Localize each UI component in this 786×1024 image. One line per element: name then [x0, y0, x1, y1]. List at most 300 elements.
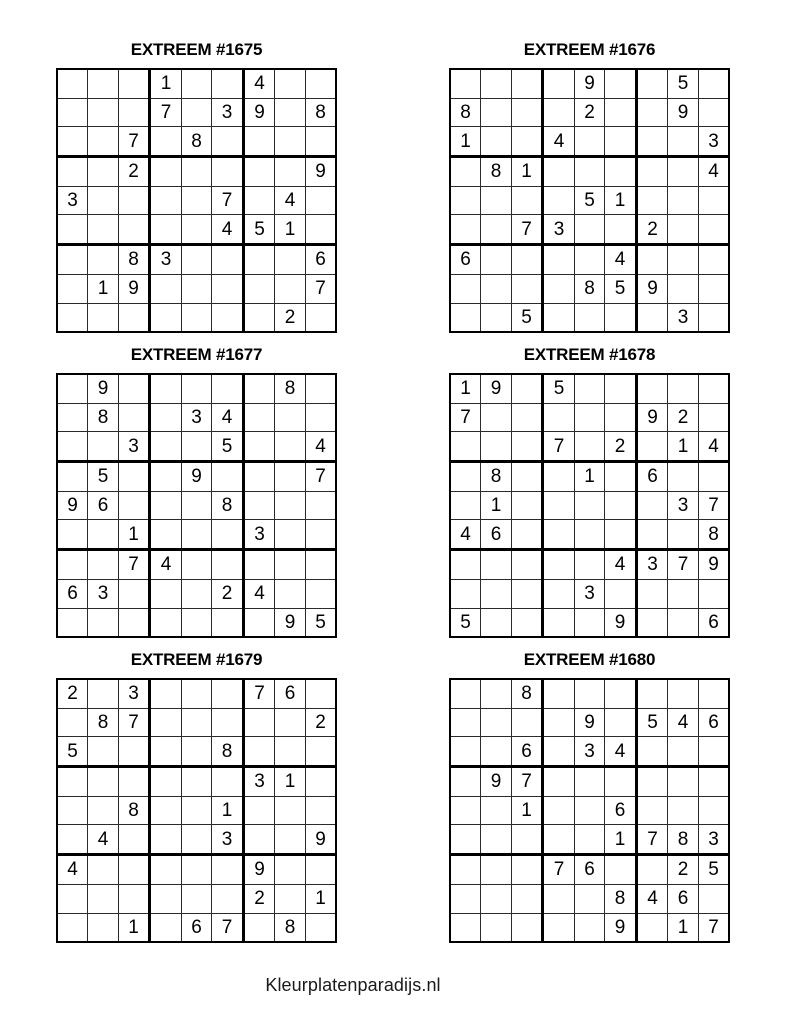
sudoku-cell-empty[interactable]: [605, 462, 637, 492]
sudoku-cell-empty[interactable]: [574, 303, 605, 332]
sudoku-cell-empty[interactable]: [574, 884, 605, 913]
sudoku-cell-empty[interactable]: [305, 215, 336, 245]
sudoku-cell-empty[interactable]: [305, 491, 336, 520]
sudoku-cell-empty[interactable]: [543, 884, 575, 913]
sudoku-cell-empty[interactable]: [305, 796, 336, 825]
sudoku-cell-empty[interactable]: [212, 303, 244, 332]
sudoku-cell-empty[interactable]: [57, 374, 88, 403]
sudoku-cell-empty[interactable]: [698, 796, 729, 825]
sudoku-cell-empty[interactable]: [150, 884, 182, 913]
sudoku-cell-empty[interactable]: [481, 737, 512, 767]
sudoku-cell-empty[interactable]: [305, 550, 336, 580]
sudoku-cell-given[interactable]: 8: [668, 825, 699, 855]
sudoku-cell-empty[interactable]: [243, 432, 275, 462]
sudoku-cell-empty[interactable]: [212, 127, 244, 157]
sudoku-cell-given[interactable]: 4: [698, 157, 729, 187]
sudoku-cell-empty[interactable]: [636, 855, 668, 885]
sudoku-cell-empty[interactable]: [57, 796, 88, 825]
sudoku-cell-empty[interactable]: [150, 825, 182, 855]
sudoku-cell-empty[interactable]: [481, 608, 512, 637]
sudoku-cell-empty[interactable]: [574, 157, 605, 187]
sudoku-cell-empty[interactable]: [181, 432, 212, 462]
sudoku-cell-empty[interactable]: [698, 737, 729, 767]
sudoku-cell-empty[interactable]: [481, 215, 512, 245]
sudoku-cell-empty[interactable]: [450, 462, 481, 492]
sudoku-cell-empty[interactable]: [88, 767, 119, 797]
sudoku-cell-empty[interactable]: [605, 767, 637, 797]
sudoku-cell-given[interactable]: 2: [118, 157, 150, 187]
sudoku-cell-empty[interactable]: [668, 520, 699, 550]
sudoku-cell-empty[interactable]: [574, 245, 605, 275]
sudoku-cell-empty[interactable]: [481, 884, 512, 913]
sudoku-cell-given[interactable]: 3: [574, 579, 605, 608]
sudoku-cell-empty[interactable]: [305, 127, 336, 157]
sudoku-cell-empty[interactable]: [57, 303, 88, 332]
sudoku-cell-empty[interactable]: [243, 374, 275, 403]
sudoku-cell-empty[interactable]: [243, 796, 275, 825]
sudoku-cell-empty[interactable]: [636, 245, 668, 275]
sudoku-cell-given[interactable]: 4: [605, 245, 637, 275]
sudoku-cell-empty[interactable]: [605, 98, 637, 127]
sudoku-cell-empty[interactable]: [605, 127, 637, 157]
sudoku-cell-empty[interactable]: [243, 186, 275, 215]
sudoku-cell-empty[interactable]: [511, 825, 543, 855]
sudoku-cell-empty[interactable]: [243, 825, 275, 855]
sudoku-cell-empty[interactable]: [212, 855, 244, 885]
sudoku-cell-empty[interactable]: [150, 186, 182, 215]
sudoku-grid[interactable]: [56, 373, 338, 638]
sudoku-cell-empty[interactable]: [118, 491, 150, 520]
sudoku-cell-given[interactable]: 1: [275, 215, 306, 245]
sudoku-cell-empty[interactable]: [543, 767, 575, 797]
sudoku-cell-empty[interactable]: [212, 274, 244, 303]
sudoku-cell-empty[interactable]: [605, 579, 637, 608]
sudoku-cell-empty[interactable]: [698, 462, 729, 492]
sudoku-cell-empty[interactable]: [150, 157, 182, 187]
sudoku-cell-empty[interactable]: [511, 884, 543, 913]
sudoku-cell-empty[interactable]: [181, 825, 212, 855]
sudoku-cell-empty[interactable]: [305, 520, 336, 550]
sudoku-cell-empty[interactable]: [543, 679, 575, 708]
sudoku-cell-given[interactable]: 7: [243, 679, 275, 708]
sudoku-cell-empty[interactable]: [305, 186, 336, 215]
sudoku-cell-empty[interactable]: [511, 550, 543, 580]
sudoku-cell-given[interactable]: 5: [243, 215, 275, 245]
sudoku-cell-empty[interactable]: [668, 245, 699, 275]
sudoku-cell-given[interactable]: 3: [57, 186, 88, 215]
sudoku-cell-empty[interactable]: [450, 550, 481, 580]
sudoku-cell-empty[interactable]: [57, 245, 88, 275]
sudoku-cell-empty[interactable]: [305, 855, 336, 885]
sudoku-cell-empty[interactable]: [243, 403, 275, 432]
sudoku-cell-given[interactable]: 2: [305, 708, 336, 737]
sudoku-cell-given[interactable]: 4: [275, 186, 306, 215]
sudoku-cell-given[interactable]: 5: [305, 608, 336, 637]
sudoku-cell-empty[interactable]: [450, 274, 481, 303]
sudoku-cell-empty[interactable]: [543, 608, 575, 637]
sudoku-cell-given[interactable]: 3: [698, 825, 729, 855]
sudoku-cell-empty[interactable]: [150, 374, 182, 403]
sudoku-cell-empty[interactable]: [275, 579, 306, 608]
sudoku-cell-empty[interactable]: [481, 796, 512, 825]
sudoku-cell-given[interactable]: 4: [212, 215, 244, 245]
sudoku-cell-empty[interactable]: [668, 608, 699, 637]
sudoku-cell-empty[interactable]: [212, 374, 244, 403]
sudoku-cell-empty[interactable]: [511, 579, 543, 608]
sudoku-cell-empty[interactable]: [57, 157, 88, 187]
sudoku-cell-given[interactable]: 3: [243, 520, 275, 550]
sudoku-cell-given[interactable]: 7: [543, 855, 575, 885]
sudoku-cell-given[interactable]: 5: [543, 374, 575, 403]
sudoku-cell-given[interactable]: 6: [57, 579, 88, 608]
sudoku-cell-empty[interactable]: [181, 69, 212, 98]
sudoku-cell-empty[interactable]: [481, 127, 512, 157]
sudoku-cell-empty[interactable]: [511, 403, 543, 432]
sudoku-cell-empty[interactable]: [574, 374, 605, 403]
sudoku-cell-empty[interactable]: [150, 679, 182, 708]
sudoku-cell-empty[interactable]: [543, 579, 575, 608]
sudoku-cell-empty[interactable]: [88, 127, 119, 157]
sudoku-cell-given[interactable]: 9: [275, 608, 306, 637]
sudoku-cell-given[interactable]: 2: [668, 403, 699, 432]
sudoku-cell-empty[interactable]: [636, 796, 668, 825]
sudoku-cell-empty[interactable]: [275, 825, 306, 855]
sudoku-cell-empty[interactable]: [574, 608, 605, 637]
sudoku-cell-empty[interactable]: [605, 69, 637, 98]
sudoku-cell-empty[interactable]: [450, 303, 481, 332]
sudoku-cell-empty[interactable]: [668, 127, 699, 157]
sudoku-cell-empty[interactable]: [668, 215, 699, 245]
sudoku-cell-given[interactable]: 9: [481, 374, 512, 403]
sudoku-cell-empty[interactable]: [118, 884, 150, 913]
sudoku-cell-empty[interactable]: [698, 274, 729, 303]
sudoku-cell-given[interactable]: 4: [305, 432, 336, 462]
sudoku-cell-given[interactable]: 6: [450, 245, 481, 275]
sudoku-cell-given[interactable]: 4: [243, 579, 275, 608]
sudoku-cell-given[interactable]: 3: [668, 303, 699, 332]
sudoku-cell-empty[interactable]: [150, 215, 182, 245]
sudoku-cell-empty[interactable]: [57, 550, 88, 580]
sudoku-cell-empty[interactable]: [243, 462, 275, 492]
sudoku-cell-given[interactable]: 9: [118, 274, 150, 303]
sudoku-cell-given[interactable]: 4: [150, 550, 182, 580]
sudoku-cell-empty[interactable]: [181, 884, 212, 913]
sudoku-cell-empty[interactable]: [305, 737, 336, 767]
sudoku-cell-empty[interactable]: [181, 737, 212, 767]
sudoku-cell-empty[interactable]: [698, 374, 729, 403]
sudoku-cell-empty[interactable]: [698, 186, 729, 215]
sudoku-cell-empty[interactable]: [118, 69, 150, 98]
sudoku-cell-empty[interactable]: [57, 767, 88, 797]
sudoku-cell-empty[interactable]: [543, 157, 575, 187]
sudoku-cell-empty[interactable]: [181, 679, 212, 708]
sudoku-cell-given[interactable]: 2: [212, 579, 244, 608]
sudoku-cell-given[interactable]: 1: [511, 157, 543, 187]
sudoku-cell-empty[interactable]: [181, 215, 212, 245]
sudoku-cell-given[interactable]: 7: [511, 767, 543, 797]
sudoku-cell-empty[interactable]: [668, 767, 699, 797]
sudoku-cell-given[interactable]: 1: [450, 374, 481, 403]
sudoku-cell-empty[interactable]: [305, 303, 336, 332]
sudoku-cell-given[interactable]: 4: [605, 737, 637, 767]
sudoku-cell-empty[interactable]: [181, 157, 212, 187]
sudoku-cell-empty[interactable]: [636, 432, 668, 462]
sudoku-cell-given[interactable]: 8: [450, 98, 481, 127]
sudoku-cell-empty[interactable]: [543, 69, 575, 98]
sudoku-cell-empty[interactable]: [481, 186, 512, 215]
sudoku-cell-given[interactable]: 8: [275, 913, 306, 942]
sudoku-cell-empty[interactable]: [181, 303, 212, 332]
sudoku-cell-given[interactable]: 6: [698, 608, 729, 637]
sudoku-cell-given[interactable]: 1: [305, 884, 336, 913]
sudoku-cell-given[interactable]: 5: [698, 855, 729, 885]
sudoku-cell-empty[interactable]: [668, 679, 699, 708]
sudoku-cell-given[interactable]: 3: [543, 215, 575, 245]
sudoku-cell-empty[interactable]: [481, 913, 512, 942]
sudoku-cell-empty[interactable]: [150, 708, 182, 737]
sudoku-cell-empty[interactable]: [57, 708, 88, 737]
sudoku-cell-empty[interactable]: [543, 491, 575, 520]
sudoku-cell-empty[interactable]: [150, 303, 182, 332]
sudoku-cell-empty[interactable]: [243, 913, 275, 942]
sudoku-cell-given[interactable]: 9: [57, 491, 88, 520]
sudoku-cell-empty[interactable]: [543, 913, 575, 942]
sudoku-cell-empty[interactable]: [181, 608, 212, 637]
sudoku-cell-given[interactable]: 9: [574, 69, 605, 98]
sudoku-cell-empty[interactable]: [605, 215, 637, 245]
sudoku-cell-empty[interactable]: [243, 274, 275, 303]
sudoku-cell-empty[interactable]: [181, 374, 212, 403]
sudoku-cell-given[interactable]: 1: [150, 69, 182, 98]
sudoku-cell-given[interactable]: 3: [212, 825, 244, 855]
sudoku-cell-given[interactable]: 5: [88, 462, 119, 492]
sudoku-cell-empty[interactable]: [636, 767, 668, 797]
sudoku-cell-empty[interactable]: [636, 98, 668, 127]
sudoku-cell-empty[interactable]: [275, 855, 306, 885]
sudoku-cell-empty[interactable]: [212, 708, 244, 737]
sudoku-cell-empty[interactable]: [275, 462, 306, 492]
sudoku-cell-empty[interactable]: [668, 579, 699, 608]
sudoku-cell-empty[interactable]: [574, 432, 605, 462]
sudoku-cell-given[interactable]: 3: [574, 737, 605, 767]
sudoku-cell-given[interactable]: 6: [605, 796, 637, 825]
sudoku-cell-empty[interactable]: [698, 579, 729, 608]
sudoku-cell-given[interactable]: 8: [88, 708, 119, 737]
sudoku-cell-empty[interactable]: [118, 186, 150, 215]
sudoku-cell-empty[interactable]: [636, 520, 668, 550]
sudoku-cell-given[interactable]: 3: [118, 679, 150, 708]
sudoku-cell-empty[interactable]: [543, 98, 575, 127]
sudoku-cell-empty[interactable]: [605, 374, 637, 403]
sudoku-cell-empty[interactable]: [636, 186, 668, 215]
sudoku-cell-empty[interactable]: [181, 550, 212, 580]
sudoku-cell-given[interactable]: 8: [181, 127, 212, 157]
sudoku-cell-empty[interactable]: [212, 462, 244, 492]
sudoku-cell-empty[interactable]: [212, 245, 244, 275]
sudoku-cell-given[interactable]: 8: [698, 520, 729, 550]
sudoku-cell-empty[interactable]: [275, 550, 306, 580]
sudoku-cell-empty[interactable]: [481, 708, 512, 737]
sudoku-cell-empty[interactable]: [574, 520, 605, 550]
sudoku-cell-given[interactable]: 4: [88, 825, 119, 855]
sudoku-cell-given[interactable]: 4: [543, 127, 575, 157]
sudoku-cell-empty[interactable]: [511, 186, 543, 215]
sudoku-cell-empty[interactable]: [181, 855, 212, 885]
sudoku-cell-empty[interactable]: [511, 127, 543, 157]
sudoku-cell-empty[interactable]: [212, 884, 244, 913]
sudoku-cell-empty[interactable]: [181, 520, 212, 550]
sudoku-cell-empty[interactable]: [150, 432, 182, 462]
sudoku-cell-given[interactable]: 8: [605, 884, 637, 913]
sudoku-cell-empty[interactable]: [275, 708, 306, 737]
sudoku-cell-empty[interactable]: [88, 303, 119, 332]
sudoku-cell-empty[interactable]: [150, 913, 182, 942]
sudoku-cell-given[interactable]: 9: [481, 767, 512, 797]
sudoku-cell-given[interactable]: 6: [181, 913, 212, 942]
sudoku-cell-given[interactable]: 6: [574, 855, 605, 885]
sudoku-cell-empty[interactable]: [511, 608, 543, 637]
sudoku-cell-given[interactable]: 7: [305, 462, 336, 492]
sudoku-cell-given[interactable]: 9: [668, 98, 699, 127]
sudoku-cell-empty[interactable]: [212, 550, 244, 580]
sudoku-cell-given[interactable]: 2: [636, 215, 668, 245]
sudoku-cell-empty[interactable]: [543, 403, 575, 432]
sudoku-cell-given[interactable]: 5: [57, 737, 88, 767]
sudoku-cell-given[interactable]: 6: [481, 520, 512, 550]
sudoku-cell-empty[interactable]: [305, 767, 336, 797]
sudoku-cell-empty[interactable]: [481, 403, 512, 432]
sudoku-cell-empty[interactable]: [181, 186, 212, 215]
sudoku-cell-empty[interactable]: [543, 186, 575, 215]
sudoku-cell-empty[interactable]: [181, 98, 212, 127]
sudoku-cell-empty[interactable]: [57, 913, 88, 942]
sudoku-cell-empty[interactable]: [574, 215, 605, 245]
sudoku-cell-empty[interactable]: [450, 737, 481, 767]
sudoku-cell-empty[interactable]: [118, 374, 150, 403]
sudoku-cell-given[interactable]: 8: [88, 403, 119, 432]
sudoku-cell-empty[interactable]: [605, 708, 637, 737]
sudoku-cell-empty[interactable]: [212, 69, 244, 98]
sudoku-cell-empty[interactable]: [88, 432, 119, 462]
sudoku-cell-empty[interactable]: [57, 462, 88, 492]
sudoku-cell-given[interactable]: 8: [481, 157, 512, 187]
sudoku-cell-given[interactable]: 6: [275, 679, 306, 708]
sudoku-cell-given[interactable]: 4: [243, 69, 275, 98]
sudoku-cell-given[interactable]: 8: [118, 245, 150, 275]
sudoku-grid[interactable]: [56, 68, 338, 333]
sudoku-cell-given[interactable]: 7: [636, 825, 668, 855]
sudoku-cell-given[interactable]: 1: [605, 825, 637, 855]
sudoku-cell-empty[interactable]: [698, 767, 729, 797]
sudoku-cell-given[interactable]: 9: [305, 825, 336, 855]
sudoku-cell-given[interactable]: 7: [668, 550, 699, 580]
sudoku-cell-empty[interactable]: [574, 127, 605, 157]
sudoku-cell-empty[interactable]: [243, 608, 275, 637]
sudoku-cell-empty[interactable]: [150, 462, 182, 492]
sudoku-cell-given[interactable]: 8: [212, 491, 244, 520]
sudoku-cell-empty[interactable]: [88, 550, 119, 580]
sudoku-cell-empty[interactable]: [150, 127, 182, 157]
sudoku-cell-given[interactable]: 3: [243, 767, 275, 797]
sudoku-cell-empty[interactable]: [275, 491, 306, 520]
sudoku-cell-empty[interactable]: [450, 884, 481, 913]
sudoku-cell-given[interactable]: 7: [450, 403, 481, 432]
sudoku-cell-given[interactable]: 2: [668, 855, 699, 885]
sudoku-cell-given[interactable]: 1: [212, 796, 244, 825]
sudoku-cell-empty[interactable]: [605, 403, 637, 432]
sudoku-cell-given[interactable]: 1: [88, 274, 119, 303]
sudoku-cell-given[interactable]: 7: [212, 186, 244, 215]
sudoku-cell-given[interactable]: 7: [543, 432, 575, 462]
sudoku-cell-empty[interactable]: [605, 157, 637, 187]
sudoku-cell-empty[interactable]: [481, 679, 512, 708]
sudoku-cell-empty[interactable]: [118, 767, 150, 797]
sudoku-cell-empty[interactable]: [275, 245, 306, 275]
sudoku-cell-empty[interactable]: [450, 157, 481, 187]
sudoku-cell-empty[interactable]: [668, 462, 699, 492]
sudoku-cell-empty[interactable]: [636, 69, 668, 98]
sudoku-cell-empty[interactable]: [275, 69, 306, 98]
sudoku-cell-empty[interactable]: [88, 913, 119, 942]
sudoku-cell-empty[interactable]: [605, 303, 637, 332]
sudoku-cell-empty[interactable]: [668, 157, 699, 187]
sudoku-cell-given[interactable]: 7: [305, 274, 336, 303]
sudoku-cell-empty[interactable]: [543, 737, 575, 767]
sudoku-cell-given[interactable]: 1: [118, 913, 150, 942]
sudoku-cell-given[interactable]: 5: [511, 303, 543, 332]
sudoku-cell-given[interactable]: 2: [574, 98, 605, 127]
sudoku-cell-empty[interactable]: [698, 98, 729, 127]
sudoku-cell-empty[interactable]: [511, 245, 543, 275]
sudoku-cell-empty[interactable]: [57, 274, 88, 303]
sudoku-cell-empty[interactable]: [668, 796, 699, 825]
sudoku-cell-given[interactable]: 9: [88, 374, 119, 403]
sudoku-cell-given[interactable]: 7: [212, 913, 244, 942]
sudoku-cell-empty[interactable]: [511, 274, 543, 303]
sudoku-cell-empty[interactable]: [181, 767, 212, 797]
sudoku-cell-empty[interactable]: [511, 374, 543, 403]
sudoku-cell-given[interactable]: 5: [668, 69, 699, 98]
sudoku-cell-empty[interactable]: [698, 679, 729, 708]
sudoku-cell-empty[interactable]: [305, 579, 336, 608]
sudoku-cell-given[interactable]: 1: [668, 432, 699, 462]
sudoku-cell-empty[interactable]: [511, 855, 543, 885]
sudoku-cell-empty[interactable]: [481, 825, 512, 855]
sudoku-cell-given[interactable]: 3: [181, 403, 212, 432]
sudoku-cell-empty[interactable]: [543, 274, 575, 303]
sudoku-cell-empty[interactable]: [243, 157, 275, 187]
sudoku-cell-empty[interactable]: [275, 884, 306, 913]
sudoku-cell-given[interactable]: 9: [698, 550, 729, 580]
sudoku-cell-given[interactable]: 1: [574, 462, 605, 492]
sudoku-cell-empty[interactable]: [243, 303, 275, 332]
sudoku-cell-empty[interactable]: [243, 245, 275, 275]
sudoku-cell-empty[interactable]: [150, 608, 182, 637]
sudoku-cell-empty[interactable]: [636, 608, 668, 637]
sudoku-cell-given[interactable]: 3: [88, 579, 119, 608]
sudoku-cell-empty[interactable]: [481, 303, 512, 332]
sudoku-cell-empty[interactable]: [57, 825, 88, 855]
sudoku-cell-given[interactable]: 9: [605, 913, 637, 942]
sudoku-cell-empty[interactable]: [243, 491, 275, 520]
sudoku-cell-empty[interactable]: [636, 374, 668, 403]
sudoku-cell-empty[interactable]: [118, 737, 150, 767]
sudoku-cell-empty[interactable]: [118, 579, 150, 608]
sudoku-cell-empty[interactable]: [118, 825, 150, 855]
sudoku-cell-given[interactable]: 8: [118, 796, 150, 825]
sudoku-cell-empty[interactable]: [668, 374, 699, 403]
sudoku-cell-empty[interactable]: [574, 913, 605, 942]
